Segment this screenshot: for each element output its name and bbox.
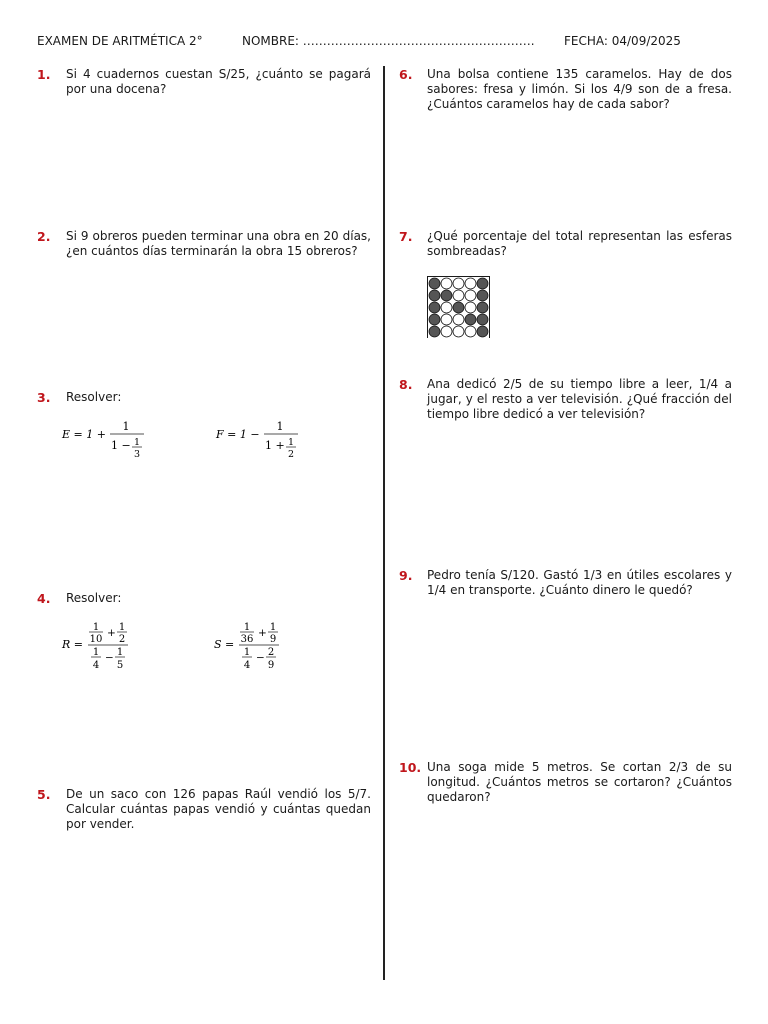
formula-denominator-lead: 1 − — [111, 439, 131, 452]
sphere-shaded — [477, 278, 488, 289]
exam-header — [0, 34, 768, 52]
formula-r — [62, 618, 172, 675]
formula-lhs: R = — [62, 638, 83, 651]
formula-inner-denominator: 3 — [133, 449, 141, 460]
svg-text:1: 1 — [92, 622, 100, 633]
question-number: 5. — [37, 787, 51, 802]
formula-lhs: F = 1 − — [216, 428, 260, 441]
sphere-empty — [453, 314, 464, 325]
formula-e — [62, 418, 162, 467]
sphere-empty — [465, 326, 476, 337]
question-text: Si 9 obreros pueden terminar una obra en 20 días, ¿en cuántos días terminarán la obra 15 obreros? — [66, 229, 371, 258]
formula-s — [214, 618, 324, 675]
svg-text:1: 1 — [243, 622, 251, 633]
sphere-shaded — [477, 302, 488, 313]
svg-text:9: 9 — [269, 634, 277, 645]
formula-lhs: E = 1 + — [62, 428, 106, 441]
sphere-empty — [441, 278, 452, 289]
question-number: 10. — [399, 760, 422, 775]
exam-title: EXAMEN DE ARITMÉTICA 2° — [37, 34, 203, 48]
question-text: Resolver: — [66, 390, 122, 404]
sphere-shaded — [429, 278, 440, 289]
formula-numerator: 1 — [276, 420, 284, 433]
formula-numerator: 1 — [122, 420, 130, 433]
sphere-shaded — [429, 302, 440, 313]
formula-inner-numerator: 1 — [287, 437, 295, 448]
sphere-shaded — [429, 326, 440, 337]
question-number: 4. — [37, 591, 51, 606]
svg-text:−: − — [105, 652, 114, 664]
svg-text:+: + — [107, 627, 116, 639]
question-text: ¿Qué porcentaje del total representan las esferas sombreadas? — [427, 229, 732, 258]
svg-text:4: 4 — [243, 660, 251, 671]
sphere-empty — [453, 290, 464, 301]
sphere-shaded — [465, 314, 476, 325]
svg-text:10: 10 — [89, 634, 103, 645]
sphere-empty — [465, 290, 476, 301]
svg-text:5: 5 — [116, 660, 124, 671]
svg-text:36: 36 — [240, 634, 254, 645]
column-divider — [383, 66, 385, 980]
svg-text:4: 4 — [92, 660, 100, 671]
formula-inner-numerator: 1 — [133, 437, 141, 448]
name-field-label: NOMBRE: …………………………………………………. — [242, 34, 535, 48]
svg-text:−: − — [256, 652, 265, 664]
question-number: 6. — [399, 67, 413, 82]
sphere-shaded — [441, 290, 452, 301]
formula-denominator-lead: 1 + — [265, 439, 285, 452]
svg-text:9: 9 — [267, 660, 275, 671]
svg-text:1: 1 — [243, 647, 251, 658]
sphere-shaded — [477, 314, 488, 325]
svg-text:1: 1 — [92, 647, 100, 658]
sphere-empty — [453, 326, 464, 337]
question-text: Una bolsa contiene 135 caramelos. Hay de dos sabores: fresa y limón. Si los 4/9 son de a fresa. ¿Cuántos caramelos hay de cada sabor? — [427, 67, 732, 111]
sphere-empty — [465, 302, 476, 313]
svg-text:2: 2 — [267, 647, 275, 658]
sphere-grid — [427, 276, 491, 341]
sphere-empty — [453, 278, 464, 289]
sphere-shaded — [429, 290, 440, 301]
svg-text:1: 1 — [269, 622, 277, 633]
formula-inner-denominator: 2 — [287, 449, 295, 460]
question-text: Si 4 cuadernos cuestan S/25, ¿cuánto se pagará por una docena? — [66, 67, 371, 96]
sphere-shaded — [477, 290, 488, 301]
question-text: Una soga mide 5 metros. Se cortan 2/3 de su longitud. ¿Cuántos metros se cortaron? ¿Cuántos quedaron? — [427, 760, 732, 804]
sphere-empty — [441, 326, 452, 337]
sphere-shaded — [477, 326, 488, 337]
svg-text:+: + — [258, 627, 267, 639]
question-text: De un saco con 126 papas Raúl vendió los 5/7. Calcular cuántas papas vendió y cuántas quedan por vender. — [66, 787, 371, 831]
question-number: 9. — [399, 568, 413, 583]
question-number: 1. — [37, 67, 51, 82]
question-text: Ana dedicó 2/5 de su tiempo libre a leer, 1/4 a jugar, y el resto a ver televisión. ¿Qué fracción del tiempo libre dedicó a ver televisión? — [427, 377, 732, 421]
date-label: FECHA: 04/09/2025 — [564, 34, 681, 48]
question-text: Pedro tenía S/120. Gastó 1/3 en útiles escolares y 1/4 en transporte. ¿Cuánto dinero le quedó? — [427, 568, 732, 597]
sphere-empty — [441, 314, 452, 325]
svg-text:1: 1 — [118, 622, 126, 633]
question-number: 7. — [399, 229, 413, 244]
svg-text:2: 2 — [118, 634, 126, 645]
sphere-empty — [441, 302, 452, 313]
sphere-shaded — [453, 302, 464, 313]
formula-f — [216, 418, 316, 467]
question-number: 3. — [37, 390, 51, 405]
sphere-shaded — [429, 314, 440, 325]
question-number: 2. — [37, 229, 51, 244]
svg-text:1: 1 — [116, 647, 124, 658]
formula-lhs: S = — [214, 638, 235, 651]
sphere-empty — [465, 278, 476, 289]
question-number: 8. — [399, 377, 413, 392]
question-text: Resolver: — [66, 591, 122, 605]
